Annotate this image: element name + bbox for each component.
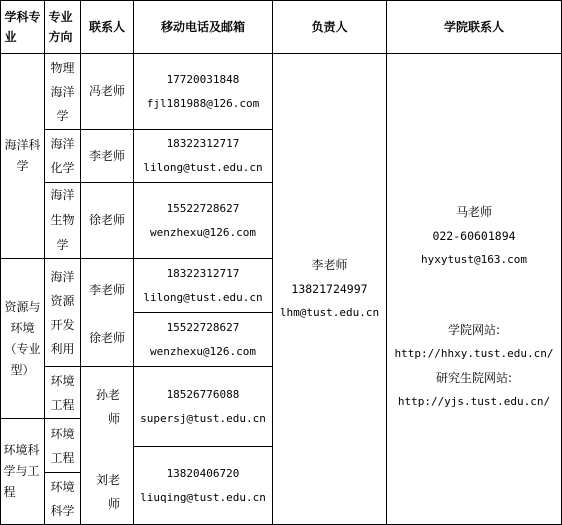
direction-marine-chem [45,130,80,182]
email-7: liuqing@tust.edu.cn [140,490,266,504]
header-contact [81,1,133,53]
email-1: fjl181988@126.com [146,96,260,110]
contact-liu-text: 刘老师 [95,473,120,511]
header-leader-text: 负责人 [311,20,348,34]
phone-6: 18526776088 [166,387,240,401]
phone-2: 18322312717 [166,137,240,150]
grad-site-url[interactable]: http://yjs.tust.edu.cn/ [397,395,551,408]
direction-physical-ocean [45,54,80,129]
leader-name: 李老师 [311,258,348,272]
header-discipline [1,1,44,53]
header-direction [45,1,80,53]
email-3: wenzhexu@126.com [150,225,256,239]
contact-xu2-text: 徐老师 [88,331,125,345]
direction-physical-ocean-text: 物理海洋学 [50,60,75,123]
discipline-resources-env [1,259,44,418]
email-5: wenzhexu@126.com [150,344,256,358]
email-4: lilong@tust.edu.cn [143,290,263,304]
college-site-url[interactable]: http://hhxy.tust.edu.cn/ [394,347,554,360]
college-site-label: 学院网站: [447,323,501,337]
phone-row-7 [134,447,272,524]
leader-email: lhm@tust.edu.cn [279,306,380,319]
header-phone-email-text: 移动电话及邮箱 [160,20,245,34]
contact-sun [81,367,133,447]
direction-marine-resources-text: 海洋资源开发利用 [50,269,75,356]
phone-5: 15522728627 [166,320,240,334]
header-contact-text: 联系人 [88,20,125,34]
header-discipline-text: 学科专业 [4,10,41,44]
college-contact-email: hyxytust@163.com [421,253,527,266]
phone-1: 17720031848 [166,72,240,86]
phone-row-2 [134,130,272,182]
college-contact-cell [387,54,561,524]
phone-row-4 [134,259,272,312]
college-contact-name: 马老师 [455,205,492,219]
direction-env-sci-text: 环境科学 [50,479,75,518]
contact-feng-text: 冯老师 [88,84,125,98]
header-college-contact [387,1,561,53]
direction-env-eng-a [45,367,80,418]
grad-site-label: 研究生院网站: [435,371,513,385]
college-contact-phone: 022-60601894 [432,229,516,243]
direction-marine-chem-text: 海洋化学 [50,137,75,175]
direction-env-eng-b [45,419,80,472]
contact-li2-text: 李老师 [88,283,125,297]
phone-4: 18322312717 [166,266,240,280]
direction-env-sci [45,473,80,524]
contact-li [81,130,133,182]
leader-cell [273,54,386,524]
direction-env-eng-a-text: 环境工程 [50,373,75,412]
header-leader [273,1,386,53]
discipline-resources-env-text: 资源与环境（专业型） [4,299,41,377]
contact-feng [81,54,133,129]
discipline-env-sci-eng-text: 环境科学与工程 [3,443,40,499]
phone-row-1 [134,54,272,129]
direction-env-eng-b-text: 环境工程 [50,426,75,465]
phone-7: 13820406720 [166,466,240,480]
leader-phone: 13821724997 [291,282,368,296]
phone-row-5 [134,313,272,366]
contact-li2 [81,259,133,366]
phone-row-3 [134,183,272,258]
contact-li-text: 李老师 [88,148,125,163]
discipline-marine-science [1,54,44,258]
contact-sun-text: 孙老师 [95,388,120,426]
header-direction-text: 专业方向 [48,10,73,44]
header-college-contact-text: 学院联系人 [443,20,504,34]
phone-3: 15522728627 [166,201,240,215]
direction-marine-bio-text: 海洋生物学 [50,188,75,252]
header-phone-email [134,1,272,53]
email-2: lilong@tust.edu.cn [143,161,263,174]
contact-xu-text: 徐老师 [88,213,125,227]
email-6: supersj@tust.edu.cn [140,411,266,425]
discipline-marine-science-text: 海洋科学 [4,138,41,173]
phone-row-6 [134,367,272,446]
direction-marine-resources [45,259,80,366]
discipline-env-sci-eng [1,419,44,524]
contact-xu [81,183,133,258]
direction-marine-bio [45,183,80,258]
contact-liu [81,460,133,524]
